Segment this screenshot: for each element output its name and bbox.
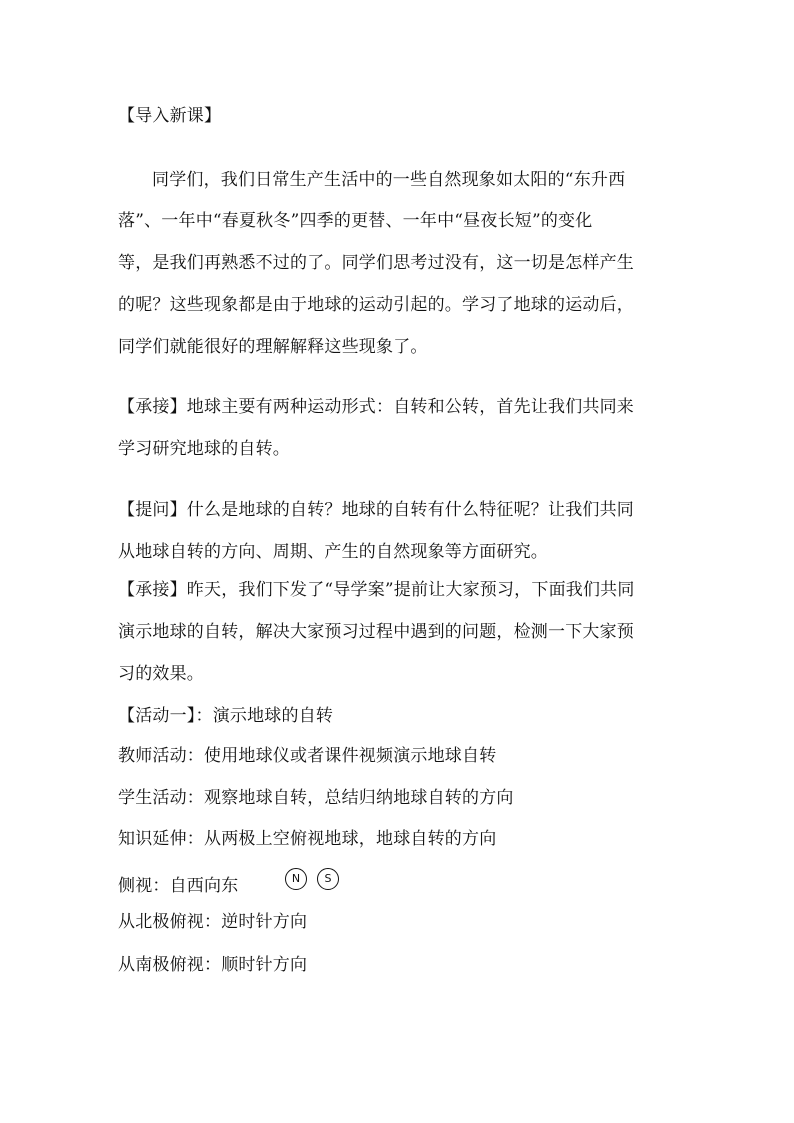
question-paragraph-line-1: 【提问】什么是地球的自转？地球的自转有什么特征呢？让我们共同 xyxy=(118,500,634,520)
transition-2-paragraph-line-2: 演示地球的自转，解决大家预习过程中遇到的问题，检测一下大家预 xyxy=(118,622,634,642)
student-activity: 学生活动：观察地球自转，总结归纳地球自转的方向 xyxy=(118,788,514,808)
intro-paragraph-line-4: 的呢？这些现象都是由于地球的运动引起的。学习了地球的运动后， xyxy=(118,295,634,315)
intro-paragraph-line-5: 同学们就能很好的理解解释这些现象了。 xyxy=(118,337,428,357)
transition-2-paragraph-line-1: 【承接】昨天，我们下发了“导学案”提前让大家预习，下面我们共同 xyxy=(118,580,635,600)
pole-symbols xyxy=(285,868,345,892)
north-pole-view-direction: 从北极俯视：逆时针方向 xyxy=(118,912,308,932)
north-pole-symbol: N xyxy=(285,868,307,890)
activity-heading: 【活动一】：演示地球的自转 xyxy=(118,706,334,726)
intro-paragraph-line-3: 等，是我们再熟悉不过的了。同学们思考过没有，这一切是怎样产生 xyxy=(118,253,634,273)
question-paragraph-line-2: 从地球自转的方向、周期、产生的自然现象等方面研究。 xyxy=(118,542,548,562)
transition-paragraph-line-2: 学习研究地球的自转。 xyxy=(118,439,290,459)
intro-paragraph-line-2: 落”、一年中“春夏秋冬”四季的更替、一年中“昼夜长短”的变化 xyxy=(118,211,593,231)
south-pole-view-direction: 从南极俯视：顺时针方向 xyxy=(118,955,308,975)
south-pole-symbol: S xyxy=(317,868,339,890)
knowledge-extension: 知识延伸：从两极上空俯视地球，地球自转的方向 xyxy=(118,829,497,849)
transition-2-paragraph-line-3: 习的效果。 xyxy=(118,664,204,684)
side-view-direction: 侧视：自西向东 xyxy=(118,876,239,896)
transition-paragraph-line-1: 【承接】地球主要有两种运动形式：自转和公转，首先让我们共同来 xyxy=(118,397,634,417)
teacher-activity: 教师活动：使用地球仪或者课件视频演示地球自转 xyxy=(118,746,497,766)
intro-paragraph-line-1: 同学们，我们日常生产生活中的一些自然现象如太阳的“东升西 xyxy=(152,170,626,190)
section-heading-intro: 【导入新课】 xyxy=(118,106,222,126)
